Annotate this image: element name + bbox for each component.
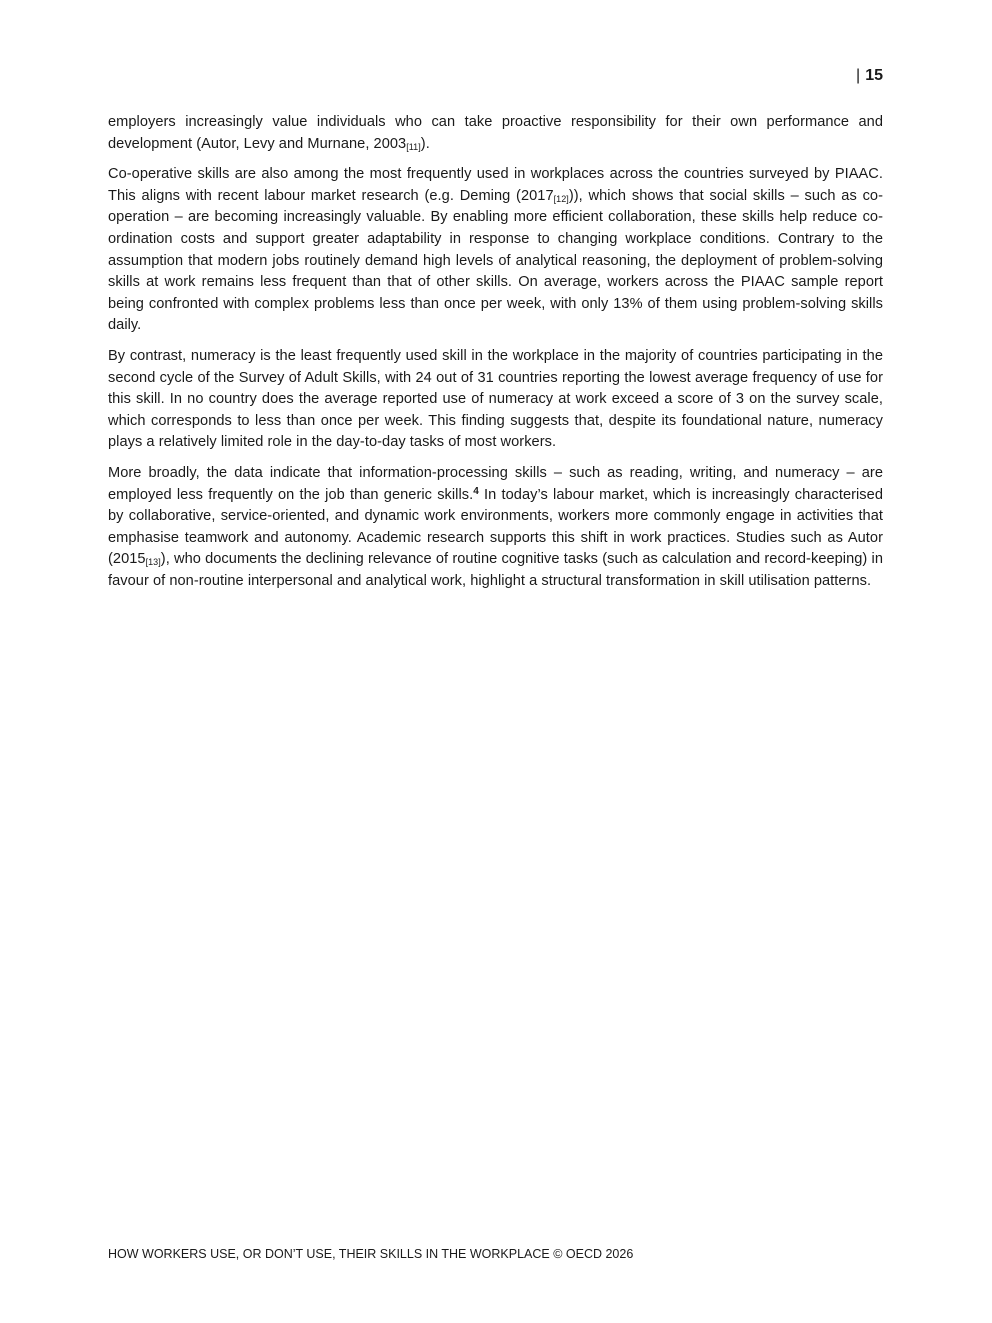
paragraph-2-text-2: )), which shows that social skills – such as co-operation – are becoming increasingly valuable. By enabling more efficient collaboration, these skills help reduce co-ordination costs and support greater adaptability in response to changing workplace conditions. Contrary to the assumption that modern jobs routinely demand high levels of analytical reasoning, the deployment of problem-solving skills at work remains less frequent than that of other skills. On average, workers across the PIAAC sample report being confronted with complex problems less than once per week, with only 13% of them using problem-solving skills daily. — [108, 187, 883, 334]
citation-ref-11[interactable]: [11] — [406, 141, 421, 152]
paragraph-4-text-3: ), who documents the declining relevance of routine cognitive tasks (such as calculation and record-keeping) in favour of non-routine interpersonal and analytical work, highlight a structural transformation in skill utilisation patterns. — [108, 551, 883, 589]
paragraph-4-text-1: More broadly, the data indicate that information-processing skills – such as reading, writing, and numeracy – are employed less frequently on the job than generic skills. — [108, 464, 883, 503]
citation-ref-13[interactable]: [13] — [145, 557, 161, 568]
paragraph-4 — [108, 463, 883, 593]
paragraph-3 — [108, 346, 883, 454]
page-footer: HOW WORKERS USE, OR DON’T USE, THEIR SKILLS IN THE WORKPLACE © OECD 2026 — [108, 1247, 634, 1261]
paragraph-2 — [108, 164, 883, 337]
paragraph-1-text-2: ). — [420, 135, 430, 152]
footnote-marker-4[interactable]: 4 — [473, 485, 479, 497]
paragraph-1 — [108, 112, 883, 155]
paragraph-2-text-1: Co-operative skills are also among the most frequently used in workplaces across the countries surveyed by PIAAC. This aligns with recent labour market research (e.g. Deming (2017 — [108, 166, 883, 204]
paragraph-4-text-2: In today’s labour market, which is increasingly characterised by collaborative, service-oriented, and dynamic work environments, workers more commonly engage in activities that emphasise teamwork and autonomy. Academic research supports this shift in work practices. Studies such as Autor (2015 — [108, 486, 883, 568]
citation-ref-12[interactable]: [12] — [553, 193, 569, 204]
body-text — [108, 112, 883, 601]
header-separator: | — [856, 67, 861, 84]
page-number-value: 15 — [865, 67, 883, 84]
paragraph-1-text-1: employers increasingly value individuals who can take proactive responsibility for their own performance and development (Autor, Levy and Murnane, 2003 — [108, 114, 883, 152]
page-number — [856, 66, 883, 86]
paragraph-3-text-1: By contrast, numeracy is the least frequently used skill in the workplace in the majority of countries participating in the second cycle of the Survey of Adult Skills, with 24 out of 31 countries reporting the lowest average frequency of use for this skill. In no country does the average reported use of numeracy at work exceed a score of 3 on the survey scale, which corresponds to less than once per week. This finding suggests that, despite its foundational nature, numeracy plays a relatively limited role in the day-to-day tasks of most workers. — [108, 347, 883, 451]
